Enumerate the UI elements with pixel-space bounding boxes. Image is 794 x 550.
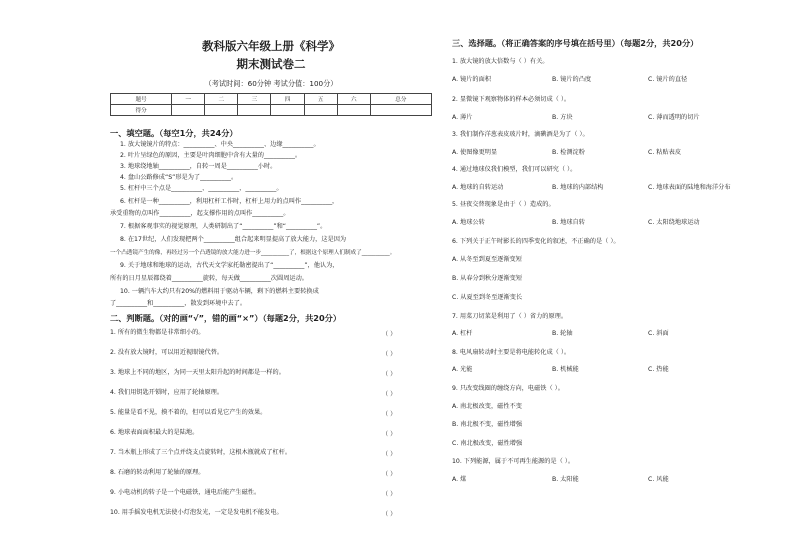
score-cell[interactable]	[304, 105, 337, 116]
choice-option-b[interactable]: B. 从春分到秋分逐渐变短	[452, 275, 523, 282]
score-cell[interactable]	[370, 105, 431, 116]
choice-question: 1. 放大镜的放大倍数与（ ）有关。	[452, 58, 549, 65]
score-table-row	[111, 105, 432, 116]
fill-question: 1. 放大镜镜片的特点：__________、中央__________、边缘__________。	[120, 141, 320, 148]
score-header-cell: 三	[238, 94, 271, 105]
fill-question: 4. 盘山公路修成“S”形是为了__________。	[120, 174, 238, 181]
score-cell[interactable]	[172, 105, 205, 116]
fill-question: 7. 根据客观事实的视觉原理，人类研制出了“__________”和“__________”。	[120, 223, 327, 230]
choice-option-a[interactable]: A. 光能	[452, 366, 473, 373]
choice-option-a[interactable]: A. 镜片的面积	[452, 76, 491, 83]
fill-question: 5. 杠杆中三个点是__________、__________、__________。	[120, 185, 283, 192]
answer-bracket[interactable]: （ ）	[382, 451, 397, 458]
choice-option-a[interactable]: A. 地球公转	[452, 219, 485, 226]
answer-bracket[interactable]: （ ）	[382, 471, 397, 478]
score-header-cell: 二	[205, 94, 238, 105]
choice-option-a[interactable]: A. 煤	[452, 476, 467, 483]
section3-heading: 三、选择题。（将正确答案的序号填在括号里）（每题2分，共20分）	[452, 38, 699, 48]
exam-subtitle: 期末测试卷二	[236, 57, 306, 71]
fill-question: 3. 地球绕地轴__________，自转一周是__________小时。	[120, 163, 277, 170]
score-table-header-row	[111, 94, 432, 105]
exam-meta: （考试时间：60分钟 考试分值：100分）	[204, 79, 338, 88]
choice-option-a[interactable]: A. 地球的自转运动	[452, 184, 504, 191]
choice-option-b[interactable]: B. 检测淀粉	[552, 149, 585, 156]
score-cell[interactable]	[271, 105, 304, 116]
choice-option-b[interactable]: B. 太阳能	[552, 476, 579, 483]
score-table	[110, 93, 432, 116]
judge-question: 10. 用手摇发电机无法使小灯泡发光，一定是发电机不能发电。	[110, 509, 283, 516]
fill-question: 9. 关于地球和地球的运动，古代天文学家托勒密提出了“__________”，他认为，	[120, 262, 339, 269]
score-cell[interactable]	[238, 105, 271, 116]
answer-bracket[interactable]: （ ）	[382, 431, 397, 438]
choice-question: 3. 我们制作洋葱表皮玻片时，滴碘酒是为了（ ）。	[452, 131, 589, 138]
judge-question: 1. 所有的微生物都是非常细小的。	[110, 329, 205, 336]
choice-option-a[interactable]: A. 从冬至到夏至逐渐变短	[452, 256, 522, 263]
fill-question-cont: 一个凸透镜产生的像，再经过另一个凸透镜的放大能力进一步__________了，根据这个原理人们制成了__________。	[110, 250, 396, 256]
choice-question: 10. 下列能源，属于不可再生能源的是（ ）。	[452, 458, 575, 465]
choice-option-b[interactable]: B. 镜片的凸度	[552, 76, 592, 83]
judge-question: 3. 地球上不同的地区，为同一天里太阳升起的时间都是一样的。	[110, 369, 285, 376]
answer-bracket[interactable]: （ ）	[382, 331, 397, 338]
section1-heading: 一、填空题。（每空1分，共24分）	[110, 128, 238, 138]
section2-heading: 二、判断题。（对的画“√”，错的画“×”）（每题2分，共20分）	[110, 313, 342, 323]
choice-option-c[interactable]: C. 热能	[648, 366, 669, 373]
choice-option-a[interactable]: A. 使图像更明显	[452, 149, 498, 156]
answer-bracket[interactable]: （ ）	[382, 371, 397, 378]
choice-option-c[interactable]: C. 风能	[648, 476, 669, 483]
judge-question: 4. 我们用钥匙开锁时，应用了轮轴原理。	[110, 389, 224, 396]
choice-option-b[interactable]: B. 方块	[552, 114, 573, 121]
fill-question: 2. 叶片呈绿色的原因，主要是叶肉细胞中含有大量的__________。	[120, 152, 302, 159]
choice-option-a[interactable]: A. 南北极改变，磁性不变	[452, 403, 522, 410]
choice-question: 7. 用菜刀切菜是利用了（ ）省力的原理。	[452, 313, 568, 320]
score-cell[interactable]	[205, 105, 238, 116]
fill-question: 10. 一辆汽车大约只有20%的燃料用于驱动车辆，剩下的燃料主要转换成	[120, 288, 319, 295]
choice-option-c[interactable]: C. 从夏至到冬至逐渐变长	[452, 294, 523, 301]
choice-option-b[interactable]: B. 机械能	[552, 366, 579, 373]
judge-question: 9. 小电动机的转子是一个电磁铁，通电后能产生磁性。	[110, 489, 261, 496]
choice-option-b[interactable]: B. 南北极不变，磁性增强	[452, 421, 523, 428]
choice-option-a[interactable]: A. 杠杆	[452, 330, 473, 337]
answer-bracket[interactable]: （ ）	[382, 391, 397, 398]
judge-question: 2. 没有放大镜时，可以用近视眼镜代替。	[110, 349, 224, 356]
choice-question: 6. 下列关于正午时影长的四季变化的叙述，不正确的是（ ）。	[452, 238, 620, 245]
fill-question-cont: 所有的日月星辰都绕着__________旋转，每天做__________次圆周运动。	[110, 275, 308, 282]
answer-bracket[interactable]: （ ）	[382, 511, 397, 518]
choice-option-c[interactable]: C. 南北极改变，磁性增强	[452, 440, 523, 447]
choice-question: 8. 电风扇转动时主要是将电能转化成（ ）。	[452, 349, 571, 356]
choice-option-c[interactable]: C. 薄而透明的切片	[648, 114, 700, 121]
choice-question: 5. 昼夜交替现象是由于（ ）造成的。	[452, 201, 555, 208]
score-header-cell: 总分	[370, 94, 431, 105]
fill-question: 8. 在17世纪，人们发现把两个__________组合起来明显提高了放大能力，这是因为	[120, 236, 347, 243]
choice-option-a[interactable]: A. 薄片	[452, 114, 473, 121]
choice-option-b[interactable]: B. 地球的内部结构	[552, 184, 604, 191]
fill-question-cont: 承受重物的点叫作__________，起支撑作用的点叫作__________。	[110, 210, 290, 217]
score-header-cell: 题号	[111, 94, 172, 105]
fill-question: 6. 杠杆是一种__________，利用杠杆工作时，杠杆上用力的点叫作__________，	[120, 198, 339, 205]
choice-option-c[interactable]: C. 镜片的直径	[648, 76, 688, 83]
judge-question: 8. 石磨的转动利用了轮轴的原理。	[110, 469, 205, 476]
choice-option-c[interactable]: C. 地球表面的陆地和海洋分布	[648, 184, 731, 191]
score-header-cell: 五	[304, 94, 337, 105]
fill-question-cont: 了__________和__________，散发到环境中去了。	[110, 300, 247, 307]
choice-option-b[interactable]: B. 地球自转	[552, 219, 585, 226]
score-header-cell: 一	[172, 94, 205, 105]
answer-bracket[interactable]: （ ）	[382, 351, 397, 358]
judge-question: 7. 当木瓶上形成了三个点并绕支点旋转时，这根木瓶就成了杠杆。	[110, 449, 292, 456]
judge-question: 5. 能量是看不见，摸不着的，但可以看见它产生的效果。	[110, 409, 267, 416]
choice-option-c[interactable]: C. 粘贴表皮	[648, 149, 682, 156]
choice-question: 2. 显微镜下观察物体的样本必须切成（ ）。	[452, 96, 571, 103]
judge-question: 6. 地球表面面积最大的是陆地。	[110, 429, 199, 436]
choice-question: 9. 只改变线圈的缠绕方向，电磁铁（ ）。	[452, 385, 564, 392]
choice-option-c[interactable]: C. 太阳绕地球运动	[648, 219, 700, 226]
answer-bracket[interactable]: （ ）	[382, 491, 397, 498]
score-row-label: 得分	[111, 105, 172, 116]
choice-option-c[interactable]: C. 斜面	[648, 330, 669, 337]
score-header-cell: 六	[337, 94, 370, 105]
answer-bracket[interactable]: （ ）	[382, 411, 397, 418]
choice-option-b[interactable]: B. 轮轴	[552, 330, 573, 337]
score-header-cell: 四	[271, 94, 304, 105]
choice-question: 4. 通过地球仪我们模型，我们可以研究（ ）。	[452, 166, 577, 173]
score-cell[interactable]	[337, 105, 370, 116]
exam-title: 教科版六年级上册《科学》	[202, 39, 340, 53]
